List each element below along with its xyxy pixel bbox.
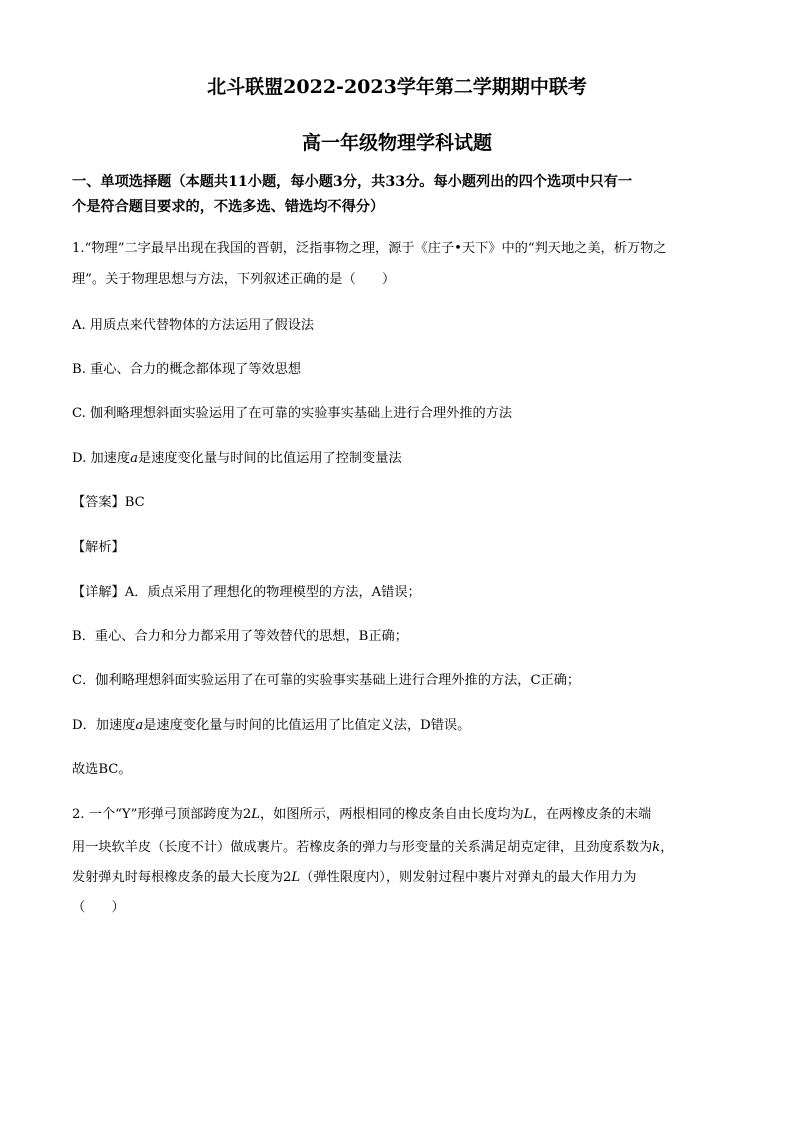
q1-stem-line2: 理”。关于物理思想与方法，下列叙述正确的是（ ） [72,272,396,287]
q1-detail-c: C．伽利略理想斜面实验运用了在可靠的实验事实基础上进行合理外推的方法，C正确； [72,673,581,688]
q1-option-a: A. 用质点来代替物体的方法运用了假设法 [72,318,315,333]
q2-l3-text-a: 发射弹丸时每根橡皮条的最大长度为 [72,870,283,885]
q1-stem-line1: 1.“物理”二字最早出现在我国的晋朝，泛指事物之理，源于《庄子•天下》中的“判天地之美，析万物之 [72,241,667,256]
q1-option-c: C. 伽利略理想斜面实验运用了在可靠的实验事实基础上进行合理外推的方法 [72,406,513,421]
q2-l3-num: 2 [283,870,292,885]
exam-title: 北斗联盟2022-2023学年第二学期期中联考 [207,76,587,98]
q2-l1-text-d: ，如图所示，两根相同的橡皮条自由长度均为 [260,807,524,822]
q2-l2-text-c: ， [660,840,674,855]
q1-conclusion: 故选BC。 [72,762,132,777]
q2-l1-num: 2 [242,807,252,822]
q2-stem-line1 [72,806,732,824]
q2-stem-line4: （ ） [72,900,125,915]
q2-l3-var-l: L [291,870,301,885]
q1-detail-d-var: a [135,718,144,733]
q2-l1-var-l2: L [523,807,533,822]
q1-detail-b: B．重心、合力和分力都采用了等效替代的思想，B正确； [72,629,408,644]
q2-l1-var-l: L [251,807,260,822]
q2-l2-text-a: 用一块软羊皮（长度不计）做成裹片。若橡皮条的弹力与形变量的关系满足胡克定律，且劲度系数为 [72,840,653,855]
q1-answer: 【答案】BC [72,495,145,510]
q1-detail-d-post: 是速度变化量与时间的比值运用了比值定义法，D错误。 [143,718,471,733]
q1-detail-a: 【详解】A．质点采用了理想化的物理模型的方法，A错误； [72,585,421,600]
q2-stem-line2 [72,839,732,857]
section-heading-line2: 个是符合题目要求的，不选多选、错选均不得分） [72,199,385,215]
q1-analysis-label: 【解析】 [72,540,125,555]
q2-l1-text-f: ，在两橡皮条的末端 [532,807,652,822]
section-heading-line1: 一、单项选择题（本题共11小题，每小题3分，共33分。每小题列出的四个选项中只有一 [72,174,633,190]
q2-l3-text-d: （弹性限度内），则发射过程中裹片对弹丸的最大作用力为 [300,870,637,885]
q1-detail-d [72,717,732,735]
q1-option-d [72,450,732,468]
q2-stem-line3 [72,869,732,887]
exam-subtitle: 高一年级物理学科试题 [301,132,492,154]
q1-detail-d-pre: D．加速度 [72,718,136,733]
q2-l1-text-a: 2. 一个“Y”形弹弓顶部跨度为 [72,807,243,822]
q1-option-d-pre: D. 加速度 [72,451,131,466]
q1-option-b: B. 重心、合力的概念都体现了等效思想 [72,362,302,377]
q2-l2-var-k: k [652,840,661,855]
q1-option-d-var: a [130,451,138,466]
q1-option-d-post: 是速度变化量与时间的比值运用了控制变量法 [137,451,402,466]
